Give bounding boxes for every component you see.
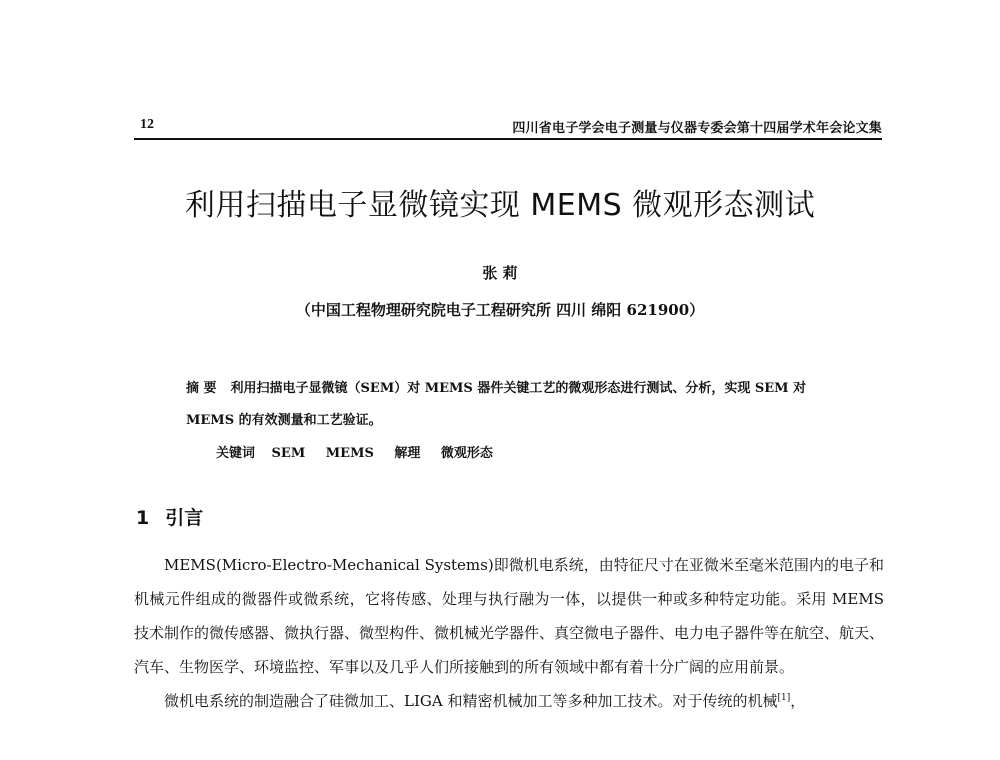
running-header — [134, 113, 882, 135]
keywords-label: 关键词 — [216, 446, 256, 461]
paragraph — [134, 684, 884, 718]
keyword: SEM — [271, 446, 306, 461]
author-name: 张 莉 — [482, 264, 518, 282]
body-text — [134, 548, 884, 718]
paragraph: MEMS(Micro-Electro-Mechanical Systems)即微机电系统，由特征尺寸在亚微米至毫米范围内的电子和机械元件组成的微器件或微系统，它将传感、处理与执行融为一体，以提供一种或多种特定功能。采用 MEMS 技术制作的微传感器、微执行器、微型构件、微机械光学器件、真空微电子器件、电力电子器件等在航空、航天、汽车、生物医学、环境监控、军事以及几乎人们所接触到的所有领域中都有着十分广阔的应用前景。 — [134, 556, 885, 676]
section-number: 1 — [136, 507, 150, 529]
keywords — [216, 442, 509, 461]
keyword: 解理 — [394, 446, 421, 461]
keyword: 微观形态 — [440, 446, 493, 461]
section-title: 引言 — [165, 507, 204, 529]
page-number: 12 — [140, 117, 154, 132]
paragraph-text: 微机电系统的制造融合了硅微加工、LIGA 和精密机械加工等多种加工技术。对于传统的机械 — [164, 692, 778, 710]
header-rule — [134, 138, 882, 140]
paper-title: 利用扫描电子显微镜实现 MEMS 微观形态测试 — [184, 188, 816, 223]
author-affiliation: （中国工程物理研究院电子工程研究所 四川 绵阳 621900） — [295, 301, 705, 319]
abstract-label: 摘 要 — [186, 381, 217, 396]
citation-ref: [1] — [777, 693, 791, 703]
journal-name: 四川省电子学会电子测量与仪器专委会第十四届学术年会论文集 — [512, 121, 882, 136]
paragraph-punct: ， — [790, 692, 806, 710]
section-heading — [136, 503, 203, 530]
abstract-text: 利用扫描电子显微镜（SEM）对 MEMS 器件关键工艺的微观形态进行测试、分析，实现 SEM 对 MEMS 的有效测量和工艺验证。 — [186, 381, 807, 428]
abstract — [186, 373, 834, 437]
keyword: MEMS — [325, 446, 374, 461]
